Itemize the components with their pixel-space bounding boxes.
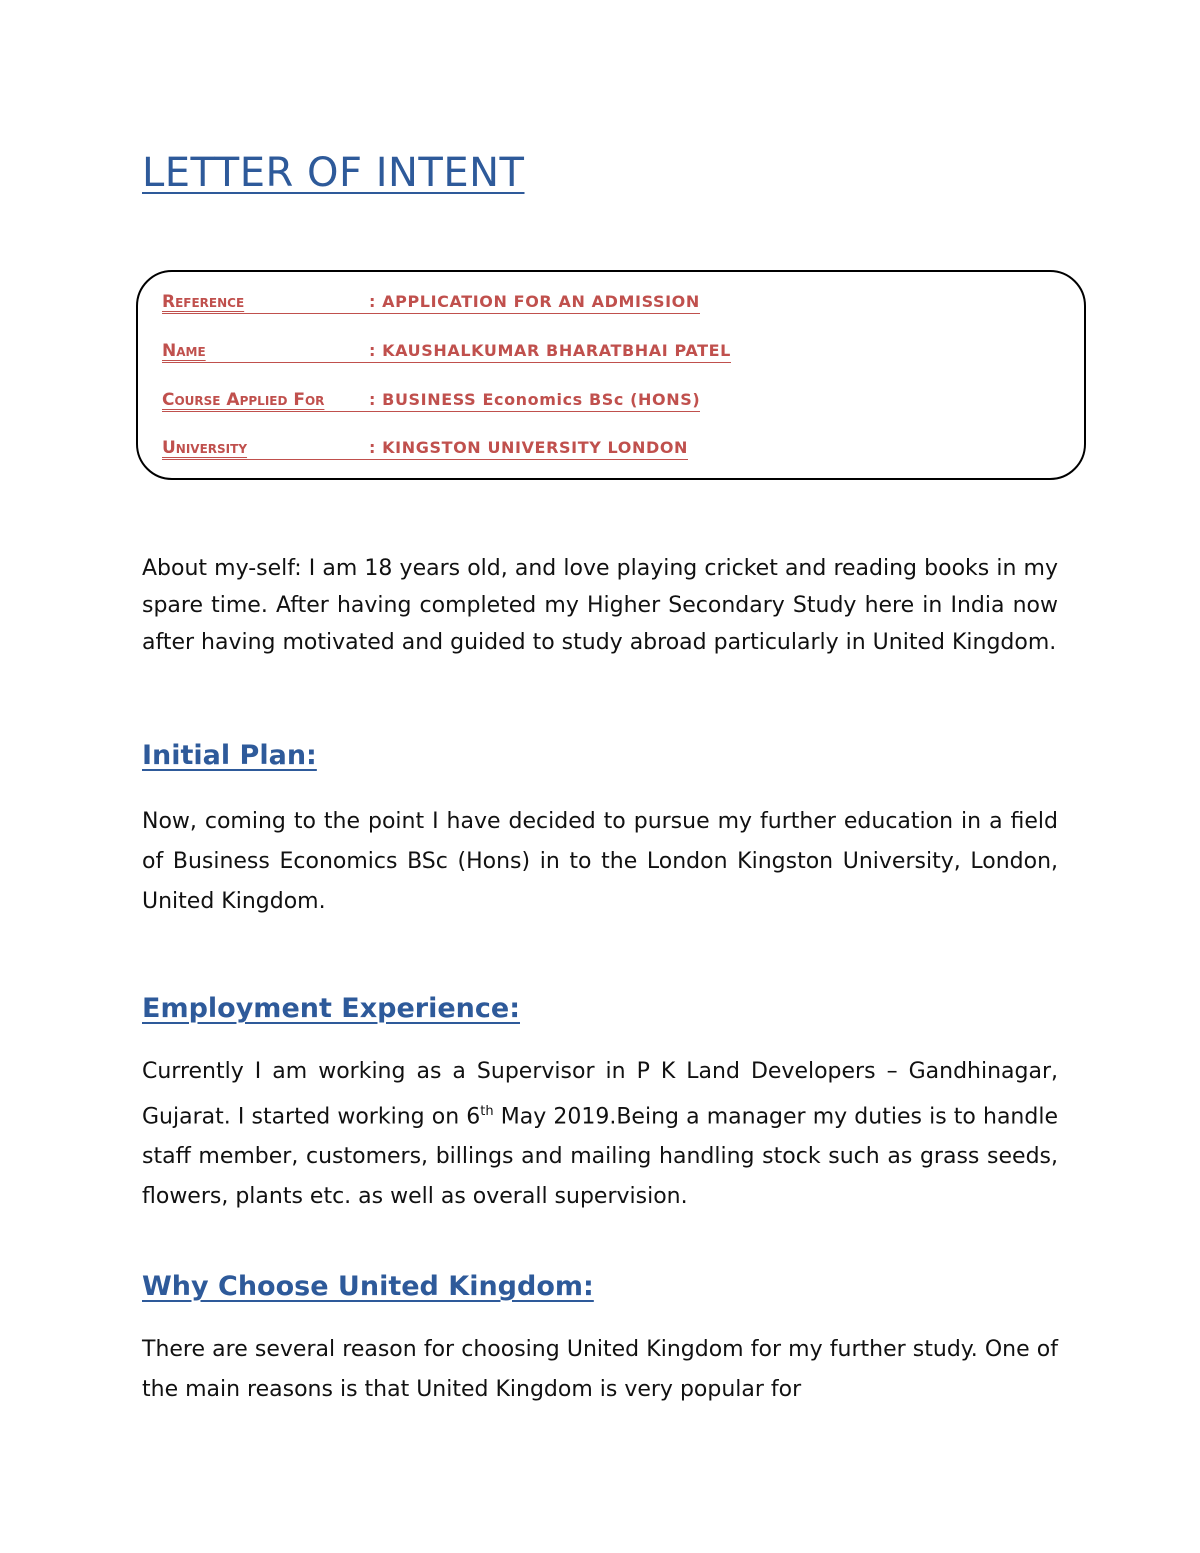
reference-value: : APPLICATION FOR AN ADMISSION [369,293,700,314]
page-title: LETTER OF INTENT [142,150,525,196]
about-paragraph: About my-self: I am 18 years old, and love playing cricket and reading books in my spare time. After having completed my Higher Secondary Study here in India now after having motivated and guided to study abroad particularly in United Kingdom. [142,556,1058,655]
employment-paragraph [142,1052,1058,1217]
reference-row [162,288,700,314]
name-label: Name [162,342,369,363]
name-value: : KAUSHALKUMAR BHARATBHAI PATEL [369,342,731,363]
employment-heading: Employment Experience: [142,993,520,1024]
reference-label: Reference [162,293,369,314]
employment-text-part1: Currently I am working as a Supervisor in P K Land Developers – Gandhinagar, Gujarat. I started working on 6 [142,1059,1058,1130]
employment-text-part2: May 2019.Being a manager my duties is to handle staff member, customers, billings and mailing handling stock such as grass seeds, flowers, plants etc. as well as overall supervision. [142,1104,1058,1210]
university-value: : KINGSTON UNIVERSITY LONDON [369,439,688,460]
initial-plan-heading: Initial Plan: [142,740,317,771]
course-label: Course Applied For [162,391,369,412]
university-row [162,434,688,460]
name-row [162,337,731,363]
initial-plan-paragraph: Now, coming to the point I have decided to pursue my further education in a field of Business Economics BSc (Hons) in to the London Kingston University, London, United Kingdom. [142,809,1058,914]
why-uk-heading: Why Choose United Kingdom: [142,1271,594,1302]
university-label: University [162,439,369,460]
date-ordinal-suffix: th [480,1104,494,1119]
why-uk-paragraph: There are several reason for choosing United Kingdom for my further study. One of the main reasons is that United Kingdom is very popular for [142,1337,1058,1402]
course-row [162,386,700,412]
course-value: : BUSINESS Economics BSc (HONS) [369,391,700,412]
